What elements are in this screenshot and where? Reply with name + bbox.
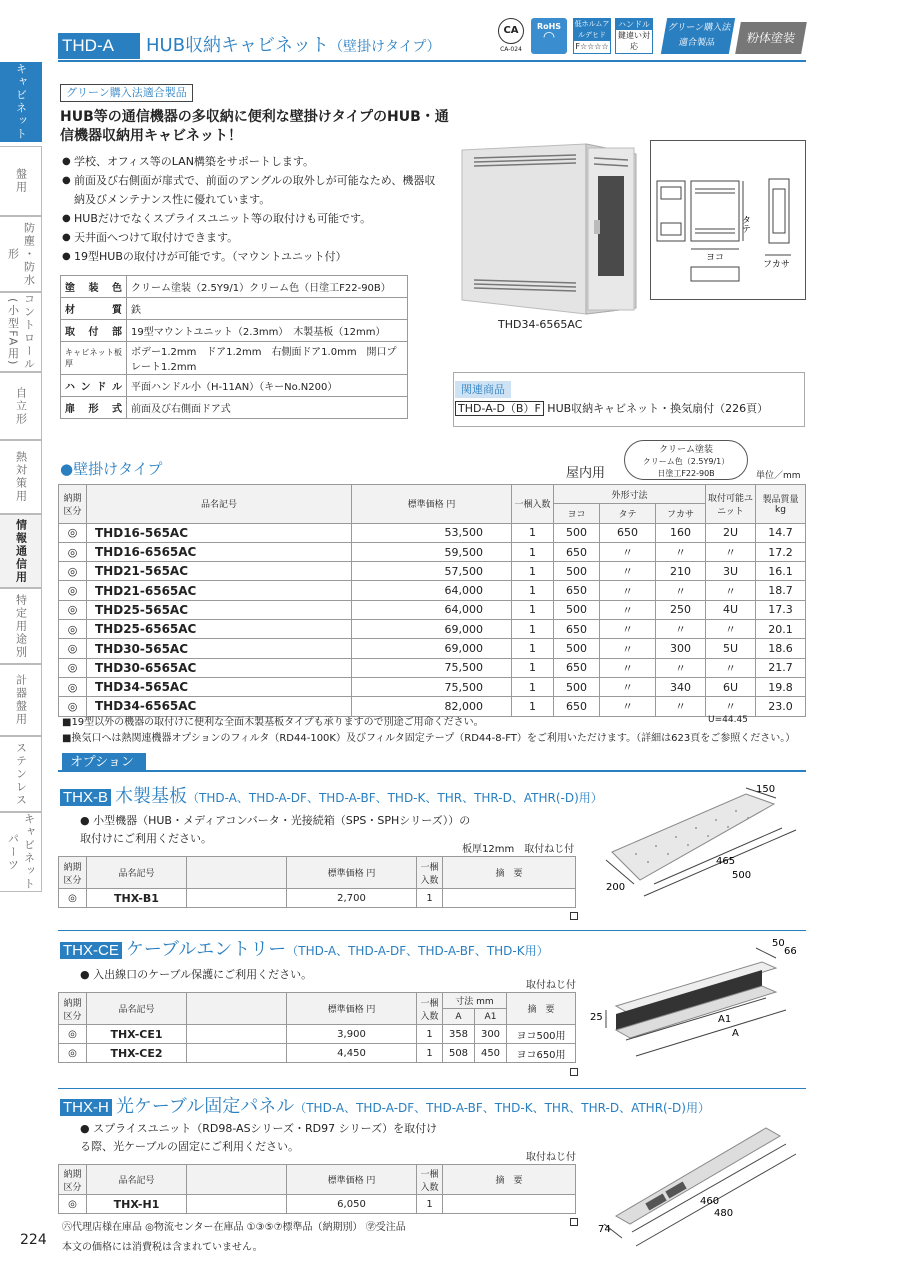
page-title: HUB収納キャビネット（壁掛けタイプ） bbox=[146, 35, 441, 56]
thx-b-marker bbox=[570, 912, 578, 920]
table-cell: 64,000 bbox=[352, 600, 512, 619]
product-table: 納期区分 品名記号 標準価格 円 一梱入数 外形寸法 取付可能ユニット 製品質量kg ヨコ タテ フカサ ◎ THD16-565AC 53,500 1 500 650 160 2U 14.7 ◎ THD16-6565AC 59,500 1 650 〃 〃 〃 17.2 ◎ THD21-565AC 57,500 1 500 〃 210 3U 16.1 ◎ THD21-6565AC 64,000 1 650 〃 〃 〃 18.7 ◎ THD25-565AC 64,000 1 500 〃 250 4U 17.3 ◎ THD25-6565AC 69,000 1 650 〃 〃 〃 20.1 ◎ THD30-565AC 69,000 1 500 〃 300 5U 18.6 ◎ THD30-6565AC 75,500 1 650 〃 〃 〃 21.7 ◎ THD34-565AC 75,500 1 500 〃 340 6U 19.8 ◎ THD34-6565AC 82,000 1 650 〃 〃 〃 23.0 bbox=[58, 484, 806, 717]
table-cell: ◎ bbox=[59, 639, 87, 658]
dim-label: 25 bbox=[590, 1012, 603, 1023]
feature-list bbox=[62, 152, 442, 266]
cabinet-photo bbox=[458, 140, 638, 315]
color-note: クリーム塗装 クリーム色（2.5Y9/1） 日塗工F22-90B bbox=[624, 440, 748, 480]
table-cell: THD30-565AC bbox=[87, 639, 352, 658]
lead-text: HUB等の通信機器の多収納に便利な壁掛けタイプのHUB・通信機器収納用キャビネット！ bbox=[60, 109, 449, 144]
table-cell: ◎ bbox=[59, 1044, 87, 1063]
table-cell: 〃 bbox=[600, 581, 656, 600]
table-cell: THD30-6565AC bbox=[87, 658, 352, 677]
table-cell: 358 bbox=[443, 1025, 475, 1044]
table-cell: 1 bbox=[512, 523, 554, 542]
table-cell: 300 bbox=[475, 1025, 507, 1044]
table-row bbox=[59, 600, 806, 619]
thx-ce-marker bbox=[570, 1068, 578, 1076]
spec-row bbox=[61, 320, 408, 342]
table-cell: 18.7 bbox=[756, 581, 806, 600]
table-cell: 1 bbox=[512, 697, 554, 716]
spec-key: 扉形式 bbox=[61, 397, 127, 419]
table-cell: 650 bbox=[554, 620, 600, 639]
table-cell: 500 bbox=[554, 523, 600, 542]
sidebar-item[interactable]: 防塵・防水形 bbox=[0, 216, 42, 292]
table-cell: ◎ bbox=[59, 697, 87, 716]
table-row bbox=[59, 542, 806, 561]
table-cell: 1 bbox=[512, 658, 554, 677]
table-cell: 69,000 bbox=[352, 620, 512, 639]
option-label: オプション bbox=[62, 753, 146, 772]
sidebar-item[interactable]: 盤用 bbox=[0, 146, 42, 216]
table-cell: ◎ bbox=[59, 620, 87, 639]
spec-key: 取付部 bbox=[61, 320, 127, 342]
table-cell: 500 bbox=[554, 639, 600, 658]
cable-panel-figure bbox=[596, 1120, 806, 1265]
green-purchase-badge: グリーン購入法適合製品 bbox=[661, 18, 735, 54]
table-cell: 19.8 bbox=[756, 677, 806, 696]
table-cell: ◎ bbox=[59, 1025, 87, 1044]
feature-item: ● HUBだけでなくスプライスユニット等の取付けも可能です。 bbox=[62, 209, 442, 228]
table-row bbox=[59, 1044, 576, 1063]
table-cell: 650 bbox=[554, 697, 600, 716]
sidebar-item[interactable]: キャビネットパーツ bbox=[0, 812, 42, 892]
table-cell: THD16-565AC bbox=[87, 523, 352, 542]
table-cell: 〃 bbox=[656, 581, 706, 600]
table-cell: THD21-565AC bbox=[87, 562, 352, 581]
table-cell: 508 bbox=[443, 1044, 475, 1063]
use-label: 屋内用 bbox=[566, 466, 606, 481]
table-cell: 340 bbox=[656, 677, 706, 696]
thx-ce-title: THX-CE ケーブルエントリー（THD-A、THD-A-DF、THD-A-BF、THD-K用） bbox=[60, 935, 549, 961]
feature-item: ● 学校、オフィス等のLAN構築をサポートします。 bbox=[62, 152, 442, 171]
table-cell: 〃 bbox=[600, 620, 656, 639]
ca-badge: CA CA-024 bbox=[496, 18, 526, 54]
table-cell: 1 bbox=[512, 639, 554, 658]
dim-label: 200 bbox=[606, 882, 626, 893]
spec-value: 19型マウントユニット（2.3mm） 木製基板（12mm） bbox=[127, 320, 408, 342]
sidebar-item[interactable]: キャビネット bbox=[0, 62, 42, 142]
table-cell: 1 bbox=[512, 581, 554, 600]
table-cell: 〃 bbox=[600, 677, 656, 696]
thx-h-title: THX-H 光ケーブル固定パネル（THD-A、THD-A-DF、THD-A-BF、THD-K、THR、THR-D、ATHR(-D)用） bbox=[60, 1092, 710, 1118]
table-cell: 16.1 bbox=[756, 562, 806, 581]
wood-board-figure bbox=[596, 780, 806, 900]
thx-h-table: 納期区分 品名記号 標準価格 円 一梱入数 摘 要 ◎ THX-H1 6,050 1 bbox=[58, 1164, 576, 1214]
table-cell: 1 bbox=[512, 562, 554, 581]
thx-b-table: 納期区分 品名記号 標準価格 円 一梱入数 摘 要 ◎ THX-B1 2,700 1 bbox=[58, 856, 576, 908]
spec-table bbox=[60, 275, 408, 419]
table-cell: 59,500 bbox=[352, 542, 512, 561]
thx-ce-table: 納期区分 品名記号 標準価格 円 一梱入数 寸法 mm 摘 要 A A1 ◎ THX-CE1 3,900 1 358 300 ヨコ500用 ◎ THX-CE2 4,450 1 508 450 ヨコ650用 bbox=[58, 992, 576, 1063]
table-cell: 500 bbox=[554, 600, 600, 619]
feature-item: ● 19型HUBの取付けが可能です。（マウントユニット付） bbox=[62, 247, 442, 266]
thx-b-title: THX-B 木製基板（THD-A、THD-A-DF、THD-A-BF、THD-K、THR、THR-D、ATHR(-D)用） bbox=[60, 782, 603, 808]
table-cell: 6U bbox=[706, 677, 756, 696]
table-cell: ヨコ650用 bbox=[507, 1044, 576, 1063]
table-cell: 450 bbox=[475, 1044, 507, 1063]
table-cell: 82,000 bbox=[352, 697, 512, 716]
thx-b-note: 板厚12mm 取付ねじ付 bbox=[462, 844, 575, 855]
table-cell: 20.1 bbox=[756, 620, 806, 639]
table-cell: THD21-6565AC bbox=[87, 581, 352, 600]
cable-entry-figure bbox=[586, 936, 806, 1066]
table-cell: 18.6 bbox=[756, 639, 806, 658]
table-cell: 1 bbox=[417, 1025, 443, 1044]
spec-row bbox=[61, 375, 408, 397]
table-row bbox=[59, 697, 806, 716]
thx-ce-bullet: ● 入出線口のケーブル保護にご利用ください。 bbox=[80, 968, 313, 981]
table-cell: THD16-6565AC bbox=[87, 542, 352, 561]
table-cell: ◎ bbox=[59, 581, 87, 600]
table-cell: 14.7 bbox=[756, 523, 806, 542]
table-cell: 1 bbox=[512, 542, 554, 561]
spec-row bbox=[61, 276, 408, 298]
spec-row bbox=[61, 397, 408, 419]
table-cell: 〃 bbox=[706, 697, 756, 716]
table-cell: 17.2 bbox=[756, 542, 806, 561]
dim-label-fukasa: フカサ bbox=[763, 260, 790, 270]
table-cell: 4U bbox=[706, 600, 756, 619]
table-cell bbox=[187, 1044, 287, 1063]
dim-label: 460 bbox=[700, 1196, 720, 1207]
spec-key: 塗装色 bbox=[61, 276, 127, 298]
spec-value: クリーム塗装（2.5Y9/1）クリーム色（日塗工F22-90B） bbox=[127, 276, 408, 298]
table-cell: ヨコ500用 bbox=[507, 1025, 576, 1044]
table-cell: 〃 bbox=[706, 658, 756, 677]
table-cell: 〃 bbox=[600, 658, 656, 677]
sidebar-item[interactable]: 情報通信用 bbox=[0, 514, 42, 588]
spec-row bbox=[61, 342, 408, 375]
table-cell: 1 bbox=[512, 620, 554, 639]
table-cell: 〃 bbox=[600, 697, 656, 716]
note-1: ■19型以外の機器の取付けに便利な全面木製基板タイプも承りますので別途ご用命ください。 bbox=[62, 717, 484, 728]
table-cell: 650 bbox=[554, 542, 600, 561]
spec-value: 平面ハンドル小（H-11AN）（キーNo.N200） bbox=[127, 375, 408, 397]
table-row: ◎ THX-B1 2,700 1 bbox=[59, 889, 576, 908]
dim-label: A1 bbox=[718, 1014, 732, 1025]
thx-h-rule bbox=[58, 1088, 806, 1089]
dim-label: 66 bbox=[784, 946, 797, 957]
table-cell: 4,450 bbox=[287, 1044, 417, 1063]
table-cell: 〃 bbox=[656, 697, 706, 716]
table-cell: ◎ bbox=[59, 562, 87, 581]
dim-label: 50 bbox=[772, 938, 785, 949]
table-cell: 1 bbox=[417, 1044, 443, 1063]
thx-b-bullet: ● 小型機器（HUB・メディアコンバータ・光接続箱（SPS・SPHシリーズ））の取付けにご利用ください。 bbox=[80, 814, 471, 845]
sidebar-item[interactable]: 計器盤用 bbox=[0, 664, 42, 736]
sidebar-item[interactable]: ステンレス bbox=[0, 736, 42, 812]
table-cell: 1 bbox=[512, 600, 554, 619]
spec-key: キャビネット板厚 bbox=[61, 342, 127, 375]
table-row bbox=[59, 1025, 576, 1044]
table-cell: 〃 bbox=[656, 658, 706, 677]
table-cell: 210 bbox=[656, 562, 706, 581]
table-cell: THD25-6565AC bbox=[87, 620, 352, 639]
table-row bbox=[59, 620, 806, 639]
dim-label: 480 bbox=[714, 1208, 734, 1219]
feature-item: ● 天井面へつけて取付けできます。 bbox=[62, 228, 442, 247]
spec-value: ボデー1.2mm ドア1.2mm 右側面ドア1.0mm 開口プレート1.2mm bbox=[127, 342, 408, 375]
thx-ce-rule bbox=[58, 930, 806, 931]
figure-caption: THD34-6565AC bbox=[498, 318, 583, 331]
table-cell: 〃 bbox=[656, 620, 706, 639]
table-cell: 650 bbox=[554, 581, 600, 600]
series-tag: THD-A bbox=[58, 33, 140, 59]
table-cell: 650 bbox=[600, 523, 656, 542]
sidebar-item[interactable]: 特定用途別 bbox=[0, 588, 42, 664]
table-cell: 69,000 bbox=[352, 639, 512, 658]
spec-value: 鉄 bbox=[127, 298, 408, 320]
dim-label: 465 bbox=[716, 856, 736, 867]
dim-label: 500 bbox=[732, 870, 752, 881]
table-cell: THX-CE1 bbox=[87, 1025, 187, 1044]
legend: ㊅代理店様在庫品 ◎物流センター在庫品 ①③⑤⑦標準品（納期別） ㊫受注品 bbox=[62, 1222, 406, 1233]
table-cell: 〃 bbox=[600, 639, 656, 658]
u-value: U=44.45 bbox=[708, 715, 748, 725]
table-cell: 75,500 bbox=[352, 677, 512, 696]
spec-key: 材質 bbox=[61, 298, 127, 320]
green-purchase-label: グリーン購入法適合製品 bbox=[60, 84, 193, 102]
table-cell: ◎ bbox=[59, 523, 87, 542]
table-cell: ◎ bbox=[59, 658, 87, 677]
powder-coating-badge: 粉体塗装 bbox=[735, 22, 807, 54]
thx-ce-note: 取付ねじ付 bbox=[526, 980, 576, 991]
table-cell: 2U bbox=[706, 523, 756, 542]
table-cell: 300 bbox=[656, 639, 706, 658]
table-cell: 5U bbox=[706, 639, 756, 658]
table-cell: ◎ bbox=[59, 677, 87, 696]
table-cell: THX-CE2 bbox=[87, 1044, 187, 1063]
table-cell: 23.0 bbox=[756, 697, 806, 716]
table-cell: 〃 bbox=[600, 542, 656, 561]
spec-value: 前面及び右側面ドア式 bbox=[127, 397, 408, 419]
handle-badge: ハンドル 鍵違い対応 bbox=[615, 18, 653, 54]
table-cell: ◎ bbox=[59, 542, 87, 561]
section-heading: ●壁掛けタイプ bbox=[60, 460, 163, 478]
table-row bbox=[59, 562, 806, 581]
dim-label-tate: タテ bbox=[740, 215, 750, 233]
table-cell: 〃 bbox=[600, 562, 656, 581]
table-cell: 500 bbox=[554, 677, 600, 696]
thx-h-bullet: ● スプライスユニット（RD98-ASシリーズ・RD97 シリーズ）を取付ける際、光ケーブルの固定にご利用ください。 bbox=[80, 1122, 438, 1153]
table-cell: 21.7 bbox=[756, 658, 806, 677]
option-rule bbox=[58, 753, 806, 772]
rohs-badge: RoHS ◠ bbox=[531, 18, 567, 54]
related-heading: 関連商品 bbox=[455, 381, 511, 398]
note-2: ■換気口へは熱関連機器オプションのフィルタ（RD44-100K）及びフィルタ固定テープ（RD44-8-FT）をご利用いただけます。（詳細は623頁をご参照ください。） bbox=[62, 733, 796, 744]
table-cell: THD25-565AC bbox=[87, 600, 352, 619]
table-cell: 53,500 bbox=[352, 523, 512, 542]
sidebar-item[interactable]: コントロール(小型FA用) bbox=[0, 292, 42, 372]
table-row bbox=[59, 523, 806, 542]
table-cell: 160 bbox=[656, 523, 706, 542]
spec-row bbox=[61, 298, 408, 320]
dimension-drawing bbox=[650, 140, 806, 300]
spec-key: ハンドル bbox=[61, 375, 127, 397]
table-cell: 500 bbox=[554, 562, 600, 581]
table-row bbox=[59, 639, 806, 658]
table-cell: 〃 bbox=[706, 581, 756, 600]
table-cell: 〃 bbox=[656, 542, 706, 561]
page-number: 224 bbox=[20, 1232, 47, 1248]
table-cell: 1 bbox=[512, 677, 554, 696]
tax-note: 本文の価格には消費税は含まれていません。 bbox=[62, 1242, 263, 1253]
table-cell: 〃 bbox=[706, 542, 756, 561]
table-cell: 64,000 bbox=[352, 581, 512, 600]
formaldehyde-badge: 低ホルムアルデヒド F☆☆☆☆ bbox=[573, 18, 611, 54]
table-cell: 17.3 bbox=[756, 600, 806, 619]
sidebar-item[interactable]: 自立形 bbox=[0, 372, 42, 440]
related-link[interactable]: THD-A-D（B）F HUB収納キャビネット・換気扇付（226頁） bbox=[455, 401, 768, 417]
thx-h-note: 取付ねじ付 bbox=[526, 1152, 576, 1163]
table-row: ◎ THX-H1 6,050 1 bbox=[59, 1195, 576, 1214]
sidebar-item[interactable]: 熱対策用 bbox=[0, 440, 42, 514]
dim-label: A bbox=[732, 1028, 739, 1039]
dim-label-yoko: ヨコ bbox=[706, 253, 725, 263]
table-row bbox=[59, 658, 806, 677]
table-cell: 3,900 bbox=[287, 1025, 417, 1044]
unit-label: 単位／mm bbox=[756, 471, 801, 481]
table-row bbox=[59, 581, 806, 600]
table-cell: THD34-565AC bbox=[87, 677, 352, 696]
table-cell: ◎ bbox=[59, 600, 87, 619]
table-cell: 57,500 bbox=[352, 562, 512, 581]
dim-label: 74 bbox=[598, 1224, 611, 1235]
feature-item: ● 前面及び右側面が扉式で、前面のアングルの取外しが可能なため、機器収納及びメンテナンス性に優れています。 bbox=[62, 171, 442, 209]
thx-h-marker bbox=[570, 1218, 578, 1226]
table-cell: 3U bbox=[706, 562, 756, 581]
table-cell: 250 bbox=[656, 600, 706, 619]
dim-label: 150 bbox=[756, 784, 776, 795]
table-cell bbox=[187, 1025, 287, 1044]
table-cell: 〃 bbox=[600, 600, 656, 619]
table-cell: THD34-6565AC bbox=[87, 697, 352, 716]
table-row bbox=[59, 677, 806, 696]
table-cell: 650 bbox=[554, 658, 600, 677]
table-cell: 75,500 bbox=[352, 658, 512, 677]
header-rule bbox=[58, 60, 806, 62]
table-cell: 〃 bbox=[706, 620, 756, 639]
